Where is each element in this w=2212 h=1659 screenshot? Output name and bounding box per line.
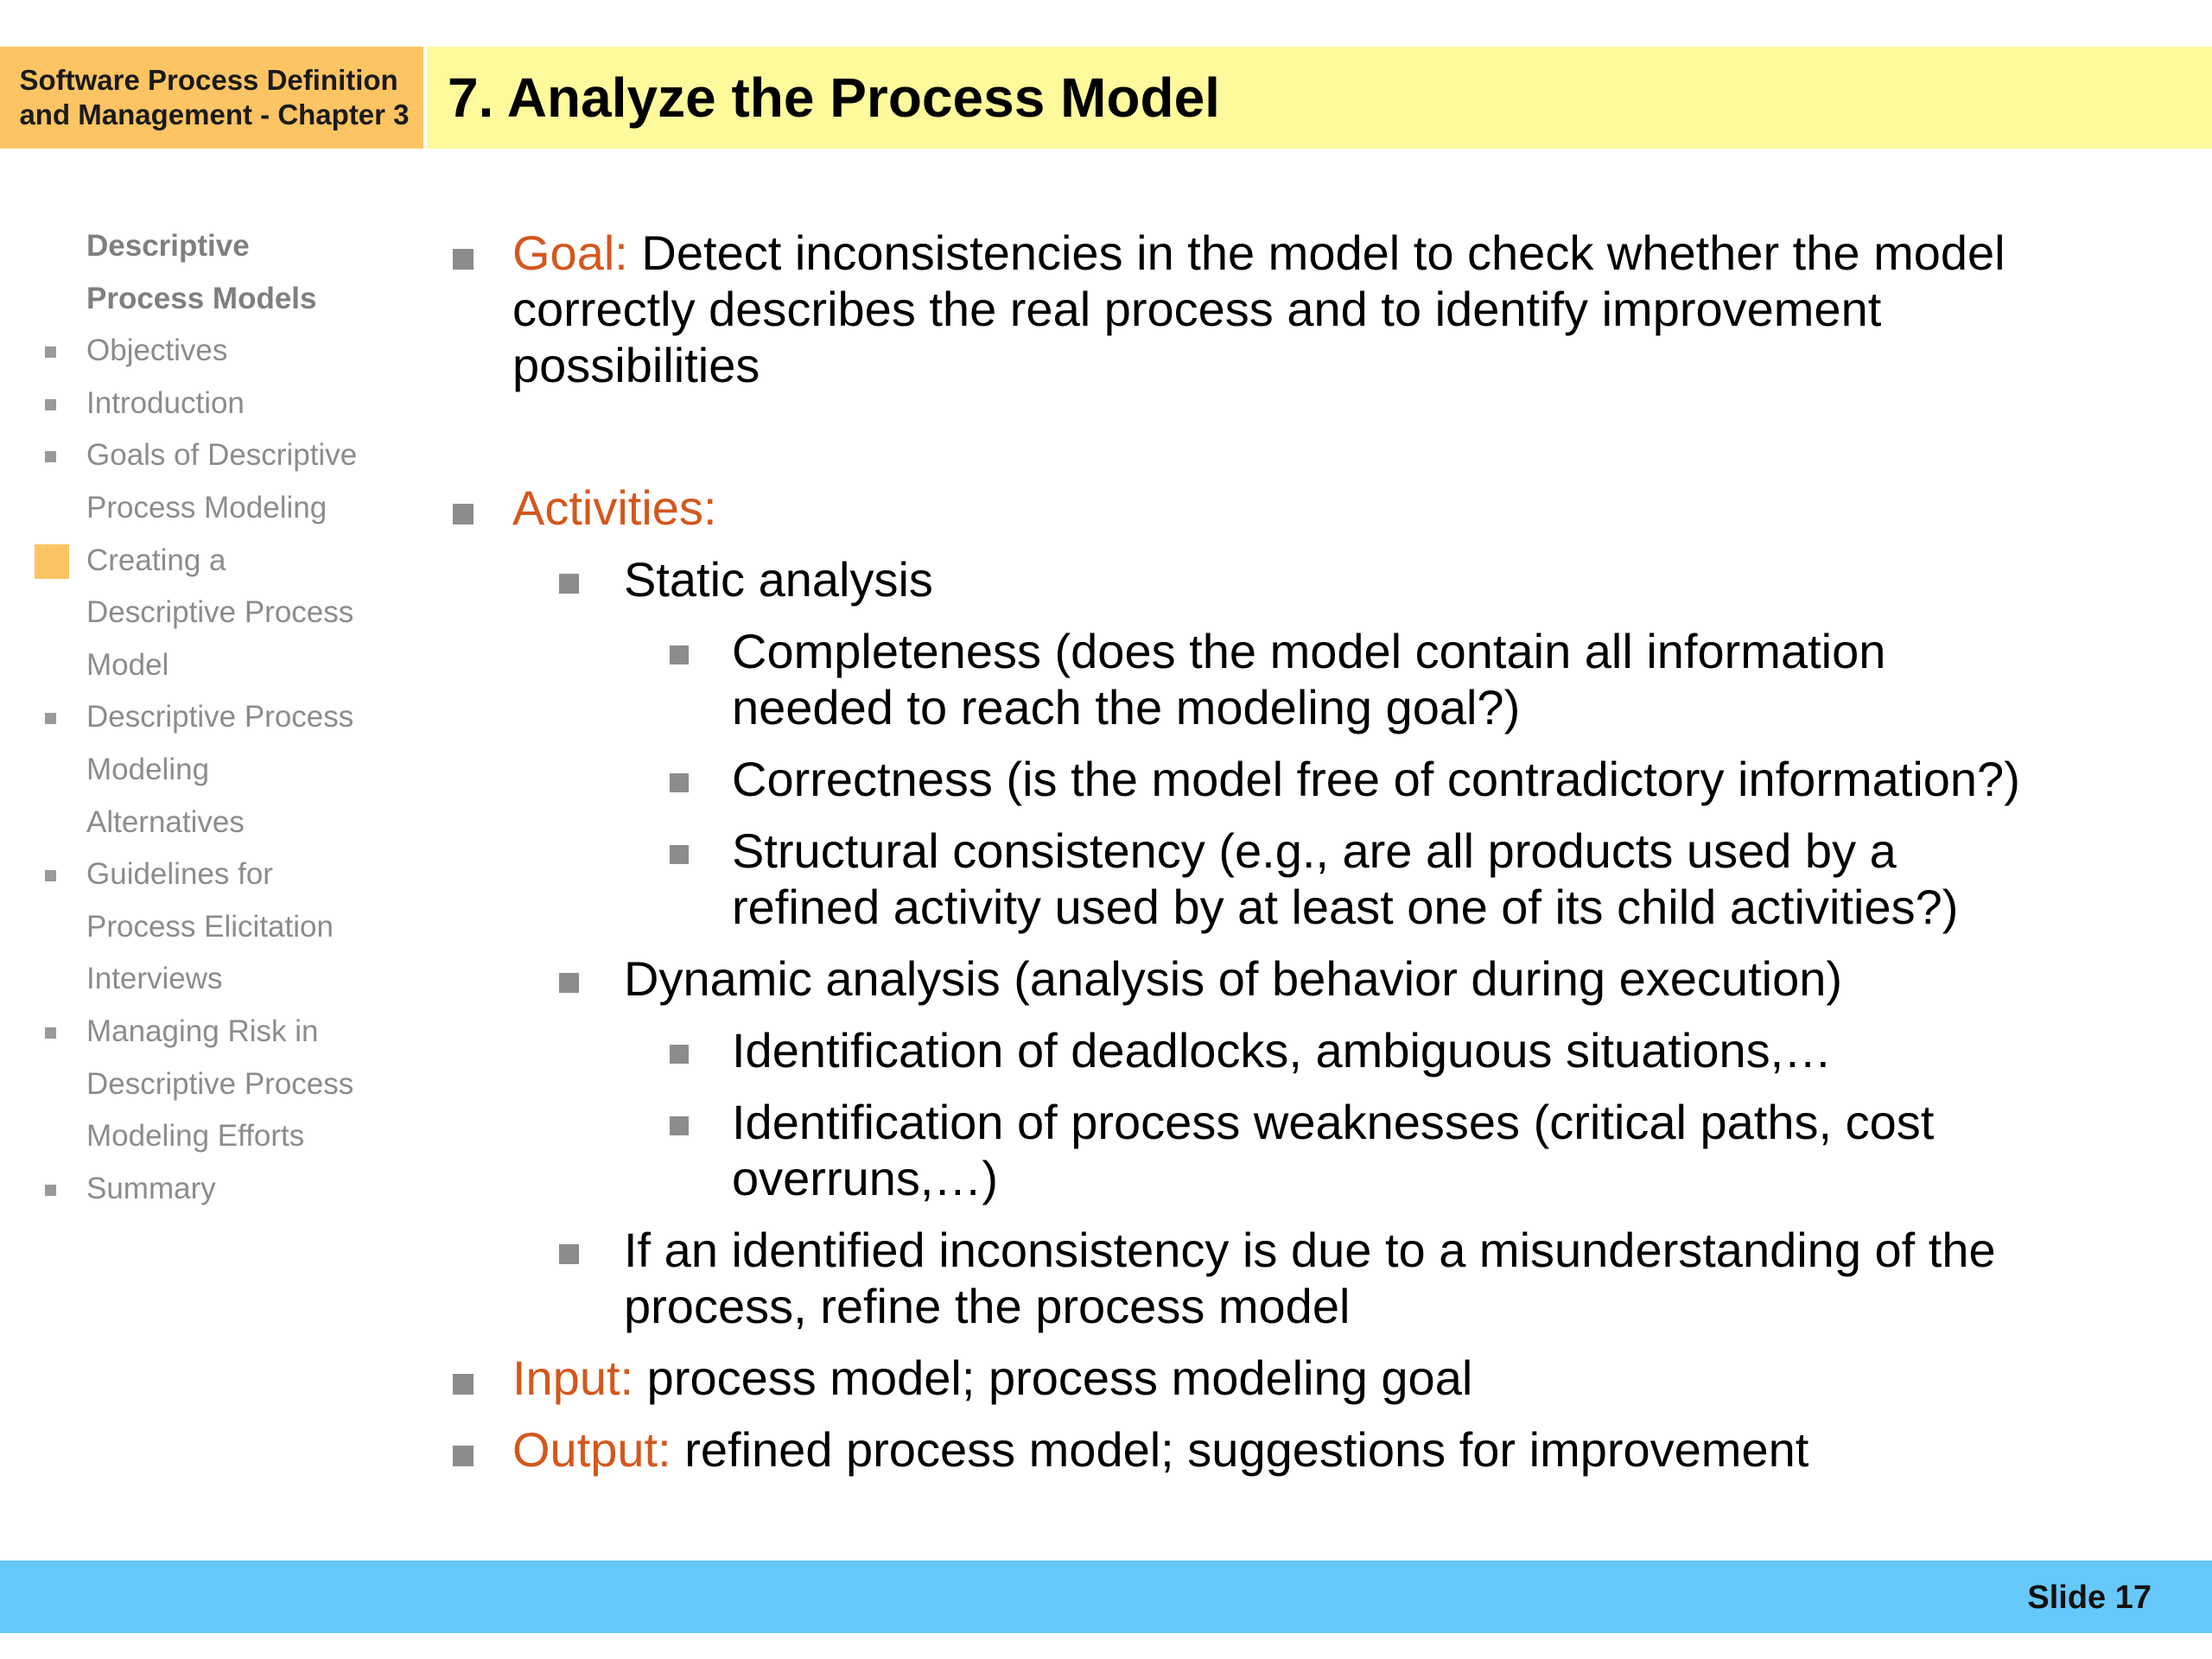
sidebar-item-label: Process Elicitation xyxy=(86,909,334,944)
sidebar-nav xyxy=(0,220,406,1215)
structural-consistency-bullet xyxy=(441,823,2195,935)
activities-bullet xyxy=(441,480,2195,536)
sidebar-item-label: Summary xyxy=(86,1171,216,1205)
sidebar-item-alternatives-cont[interactable] xyxy=(0,744,406,797)
sidebar-item-creating-cont2[interactable] xyxy=(0,639,406,692)
input-label: Input: xyxy=(512,1351,634,1405)
sidebar-item-label: Process Modeling xyxy=(86,490,327,524)
bullet-icon xyxy=(670,645,689,664)
completeness-bullet xyxy=(441,623,2195,735)
sidebar-item-label: Modeling Efforts xyxy=(86,1119,305,1154)
footer-bar xyxy=(0,1560,2212,1633)
sidebar-item-label: Alternatives xyxy=(86,804,245,839)
bullet-icon xyxy=(453,249,474,270)
goal-text-line1: Detect inconsistencies in the model to check whether the model xyxy=(627,226,2005,280)
sidebar-item-guidelines-cont2[interactable] xyxy=(0,953,406,1006)
sidebar-heading-line1: Descriptive xyxy=(86,229,250,263)
sidebar-item-goals[interactable] xyxy=(0,429,406,482)
goal-bullet xyxy=(441,225,2195,393)
sidebar-item-label: Goals of Descriptive xyxy=(86,438,358,473)
input-text: process model; process modeling goal xyxy=(633,1351,1473,1405)
goal-text-line2: correctly describes the real process and to identify improvement xyxy=(512,282,1882,336)
weaknesses-line1: Identification of process weaknesses (critical paths, cost xyxy=(732,1095,1935,1149)
chapter-title-line2: and Management - Chapter 3 xyxy=(19,99,410,130)
completeness-line1: Completeness (does the model contain all information xyxy=(732,624,1886,678)
bullet-icon xyxy=(559,973,579,993)
correctness-bullet xyxy=(441,751,2195,807)
sidebar-item-label: Model xyxy=(86,647,169,682)
static-analysis-bullet xyxy=(441,551,2195,607)
chapter-title xyxy=(14,63,409,132)
sidebar-item-guidelines-cont[interactable] xyxy=(0,901,406,954)
bullet-icon xyxy=(45,1027,56,1039)
bullet-icon xyxy=(453,504,474,524)
sidebar-item-risk-cont[interactable] xyxy=(0,1058,406,1111)
sidebar-item-label: Descriptive Process xyxy=(86,595,354,630)
bullet-icon xyxy=(453,1374,474,1395)
slide-number: Slide 17 xyxy=(2027,1580,2152,1616)
sidebar-item-label: Introduction xyxy=(86,385,245,420)
slide-title: 7. Analyze the Process Model xyxy=(448,67,1220,129)
active-section-marker-icon xyxy=(35,544,69,579)
weaknesses-bullet xyxy=(441,1094,2195,1206)
completeness-line2: needed to reach the modeling goal?) xyxy=(732,680,1521,734)
bullet-icon xyxy=(670,845,689,864)
goal-text-line3: possibilities xyxy=(512,338,760,392)
slide-content xyxy=(441,225,2195,1478)
output-bullet xyxy=(441,1421,2195,1478)
bullet-icon xyxy=(45,1185,56,1196)
output-text: refined process model; suggestions for improvement xyxy=(671,1422,1809,1477)
bullet-icon xyxy=(670,1116,689,1135)
bullet-icon xyxy=(45,346,56,358)
sidebar-item-label: Creating a xyxy=(86,543,226,577)
bullet-icon xyxy=(559,574,579,594)
sidebar-item-summary[interactable] xyxy=(0,1163,406,1216)
bullet-icon xyxy=(559,1244,579,1264)
sidebar-item-label: Modeling xyxy=(86,752,210,786)
sidebar-item-label: Descriptive Process xyxy=(86,1066,354,1101)
sidebar-item-risk[interactable] xyxy=(0,1006,406,1058)
refine-bullet xyxy=(441,1222,2195,1334)
structural-line1: Structural consistency (e.g., are all products used by a xyxy=(732,823,1897,878)
refine-line1: If an identified inconsistency is due to a misunderstanding of the xyxy=(624,1223,1996,1277)
output-label: Output: xyxy=(512,1422,671,1477)
sidebar-item-objectives[interactable] xyxy=(0,325,406,378)
bullet-icon xyxy=(670,1045,689,1064)
deadlocks-text: Identification of deadlocks, ambiguous situations,… xyxy=(732,1023,1833,1077)
sidebar-heading-line2: Process Models xyxy=(86,281,317,315)
correctness-text: Correctness (is the model free of contradictory information?) xyxy=(732,752,2020,806)
structural-line2: refined activity used by at least one of its child activities?) xyxy=(732,880,1959,934)
chapter-title-line1: Software Process Definition xyxy=(19,64,398,96)
sidebar-item-label: Objectives xyxy=(86,334,228,368)
activities-label: Activities: xyxy=(512,480,717,535)
sidebar-item-goals-cont[interactable] xyxy=(0,482,406,535)
sidebar-item-alternatives-cont2[interactable] xyxy=(0,797,406,849)
bullet-icon xyxy=(45,713,56,724)
title-banner xyxy=(427,47,2212,149)
bullet-icon xyxy=(45,870,56,881)
sidebar-item-creating[interactable] xyxy=(0,535,406,588)
bullet-icon xyxy=(453,1446,474,1466)
chapter-banner xyxy=(0,47,423,149)
static-analysis-label: Static analysis xyxy=(624,552,933,607)
deadlocks-bullet xyxy=(441,1022,2195,1078)
goal-label: Goal: xyxy=(512,226,628,280)
sidebar-item-introduction[interactable] xyxy=(0,378,406,430)
weaknesses-line2: overruns,…) xyxy=(732,1151,999,1205)
bullet-icon xyxy=(45,399,56,410)
sidebar-item-label: Descriptive Process xyxy=(86,700,354,734)
bullet-icon xyxy=(670,773,689,792)
sidebar-item-label: Interviews xyxy=(86,962,223,996)
sidebar-item-creating-cont[interactable] xyxy=(0,587,406,639)
dynamic-analysis-label: Dynamic analysis (analysis of behavior during execution) xyxy=(624,951,1843,1006)
sidebar-item-alternatives[interactable] xyxy=(0,691,406,744)
bullet-icon xyxy=(45,451,56,462)
dynamic-analysis-bullet xyxy=(441,950,2195,1007)
sidebar-item-label: Guidelines for xyxy=(86,857,273,892)
sidebar-item-label: Managing Risk in xyxy=(86,1014,319,1048)
refine-line2: process, refine the process model xyxy=(624,1279,1351,1333)
input-bullet xyxy=(441,1350,2195,1406)
sidebar-item-guidelines[interactable] xyxy=(0,849,406,901)
sidebar-item-risk-cont2[interactable] xyxy=(0,1110,406,1163)
